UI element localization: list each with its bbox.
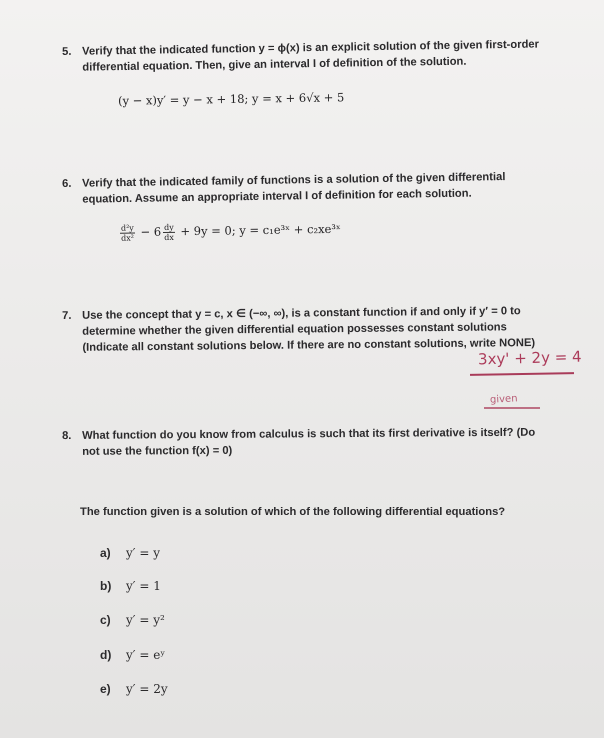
choice-d-label: d) (100, 648, 112, 662)
choice-b[interactable] (100, 579, 161, 593)
choice-b-expression: y′ = 1 (126, 579, 161, 593)
choice-c-label: c) (100, 613, 111, 627)
question-5-equation: (y − x)y′ = y − x + 18; y = x + 6√x + 5 (117, 90, 345, 108)
second-derivative-fraction: $\frac{\text{d²y}}{\text{dx²}}$ (120, 223, 135, 243)
question-8-prompt: The function given is a solution of which of the following differential equations? (80, 506, 506, 518)
handwritten-note: given (489, 393, 518, 406)
question-5-text: Verify that the indicated function y = ϕ(x) is an explicit solution of the given first-order differential equation. Then, give an interval I of definition of the solution. (82, 38, 540, 74)
choice-b-label: b) (100, 579, 112, 593)
question-6-number: 6. (62, 177, 72, 190)
question-8-number: 8. (62, 429, 72, 442)
choice-e-label: e) (100, 682, 111, 696)
question-7-text: Use the concept that y = c, x ∈ (−∞, ∞), is a constant function if and only if y′ = 0 to determine whether the given differential equation possesses constant solutions (Indicate all constant solutions below. If there are no constant solutions, write NONE) (82, 305, 536, 354)
question-6-equation: $\frac{\text{d²y}}{\text{dx²}}$ − 6 $\frac{dy}{dx}$ + 9y = 0; y = c₁e³ˣ + c₂xe³ˣ (120, 221, 341, 243)
question-6-text: Verify that the indicated family of functions is a solution of the given differential equation. Assume an appropriate interval I of definition for each solution. (82, 171, 506, 206)
choice-a[interactable] (100, 546, 160, 560)
choice-d-expression: y′ = eʸ (126, 648, 166, 662)
handwritten-note-underline (484, 407, 540, 409)
first-derivative-fraction: $\frac{dy}{dx}$ (163, 222, 174, 243)
question-7-number: 7. (62, 309, 72, 322)
question-5-number: 5. (62, 45, 72, 58)
choice-a-label: a) (100, 546, 111, 560)
handwritten-underline (470, 372, 574, 375)
choice-c-expression: y′ = y² (126, 613, 165, 627)
choice-e-expression: y′ = 2y (126, 682, 168, 696)
question-8-text: What function do you know from calculus is such that its first derivative is itself? (Do not use the function f(x) = 0) (82, 426, 536, 458)
handwritten-equation: 3xy' + 2y = 4 (477, 347, 582, 369)
choice-d[interactable] (100, 648, 165, 662)
choice-c[interactable] (100, 613, 165, 627)
choice-a-expression: y′ = y (126, 546, 160, 560)
choice-e[interactable] (100, 682, 168, 696)
